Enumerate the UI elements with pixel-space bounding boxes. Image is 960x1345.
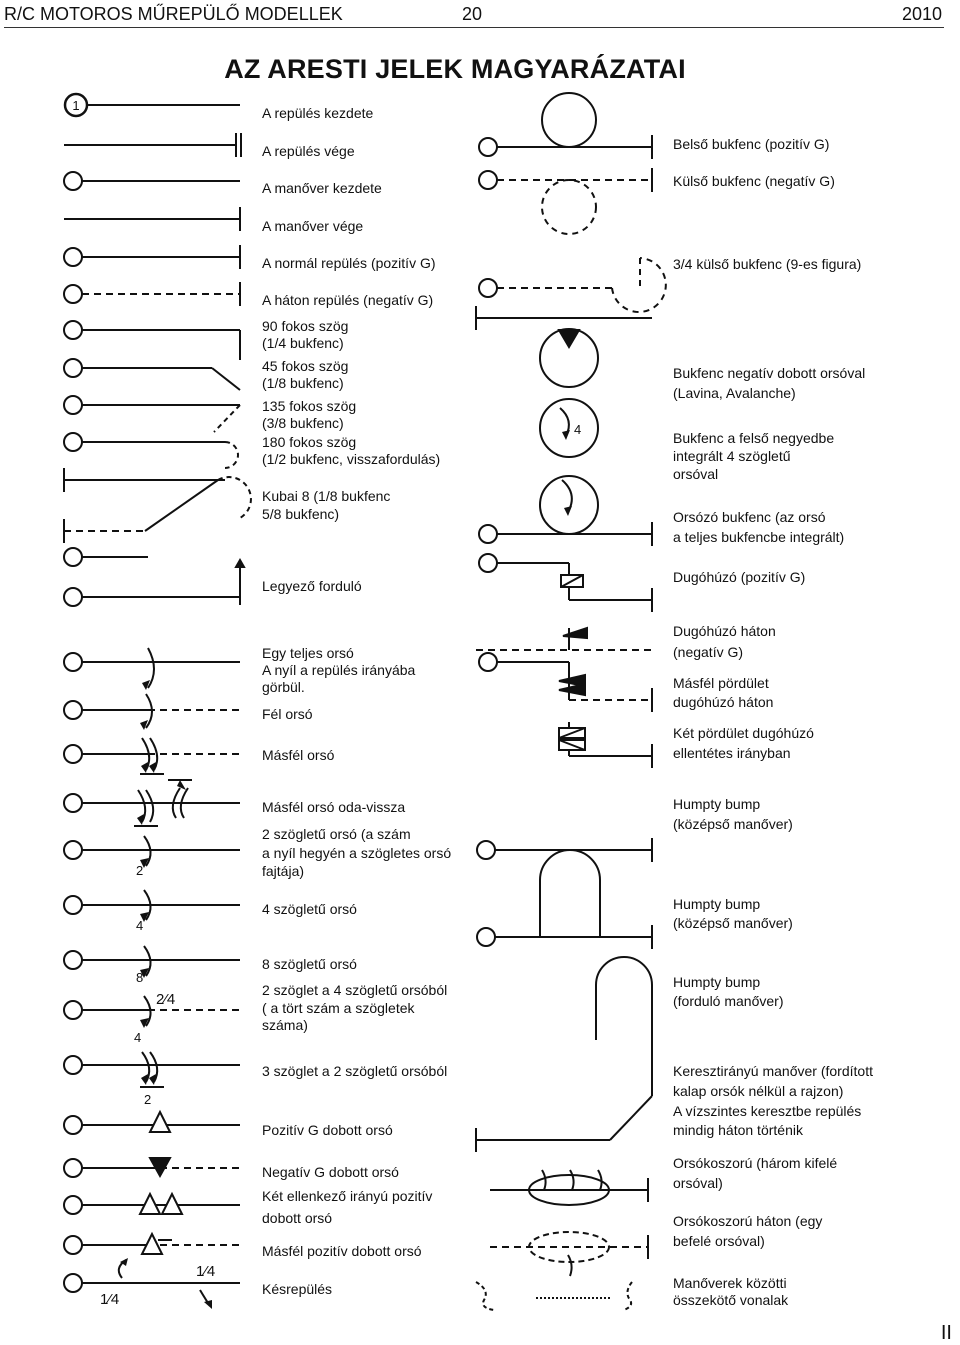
left-label: Két ellenkező irányú pozitív: [262, 1188, 433, 1204]
eight-point-digit: 8: [136, 970, 144, 985]
ninety-degree-symbol: [64, 321, 240, 360]
two-turn-opposite-spin-symbol: [479, 699, 652, 768]
rolling-loop-symbol: [479, 476, 652, 546]
right-label: (forduló manőver): [673, 993, 784, 1009]
right-label: orsóval: [673, 466, 719, 482]
right-label: ellentétes irányban: [673, 745, 791, 761]
left-label: A nyíl a repülés irányába: [262, 662, 416, 678]
left-label: ( a tört szám a szögletek: [262, 1000, 415, 1016]
half-roll-symbol: [64, 694, 240, 730]
left-label: dobott orsó: [262, 1210, 333, 1226]
left-label: Másfél orsó oda-vissza: [262, 799, 406, 815]
outside-loop-symbol: [479, 168, 652, 234]
left-label: Kubai 8 (1/8 bukfenc: [262, 488, 391, 504]
right-label: Keresztirányú manőver (fordított: [673, 1063, 873, 1079]
right-label: (középső manőver): [673, 915, 793, 931]
normal-flight-symbol: [64, 245, 240, 269]
quarter-b-digit: 1⁄4: [100, 1291, 120, 1308]
one-and-half-roll-reverse-symbol: [64, 780, 240, 826]
cuban-eight-symbol: [64, 477, 251, 543]
four-point-digit: 4: [136, 918, 144, 933]
left-label: 3 szöglet a 2 szögletű orsóból: [262, 1063, 448, 1079]
right-label: Külső bukfenc (negatív G): [673, 173, 835, 189]
forty-five-degree-symbol: [64, 359, 240, 390]
three-of-two-roll-symbol: [64, 1052, 240, 1087]
left-label: Másfél pozitív dobott orsó: [262, 1243, 422, 1259]
three-quarter-outside-loop-symbol: [479, 258, 666, 318]
left-label: (1/2 bukfenc, visszafordulás): [262, 451, 441, 467]
left-label: Negatív G dobott orsó: [262, 1164, 399, 1180]
page-mark: II: [940, 1322, 952, 1344]
eight-point-roll-symbol: [64, 946, 240, 978]
right-label: (Lavina, Avalanche): [673, 385, 796, 401]
left-label: Pozitív G dobott orsó: [262, 1122, 393, 1138]
right-label: Bukfenc a felső negyedbe: [673, 430, 835, 446]
right-label: orsóval): [673, 1175, 723, 1191]
right-label: kalap orsók nélkül a rajzon): [673, 1083, 844, 1099]
four-point-roll-symbol: [64, 890, 240, 922]
left-label: A manőver kezdete: [262, 180, 382, 196]
humpty-bump-one-symbol: [477, 830, 652, 862]
roll-arrow-symbol: [64, 648, 240, 690]
right-label: A vízszintes keresztbe repülés: [673, 1103, 862, 1119]
left-label: (1/4 bukfenc): [262, 335, 344, 351]
left-label: 5/8 bukfenc): [262, 506, 340, 522]
left-label: száma): [262, 1017, 308, 1033]
left-label: A repülés vége: [262, 143, 355, 159]
right-label: (középső manőver): [673, 816, 793, 832]
right-label: összekötő vonalak: [673, 1292, 789, 1308]
left-label: (1/8 bukfenc): [262, 375, 344, 391]
start-number-label: 1: [72, 98, 80, 113]
left-label: Fél orsó: [262, 706, 313, 722]
left-label: fajtája): [262, 863, 305, 879]
right-label: Humpty bump: [673, 796, 761, 812]
left-label: 8 szögletű orsó: [262, 956, 357, 972]
right-label: Két pördület dugóhúzó: [673, 725, 814, 741]
full-roll-symbol: [64, 588, 240, 606]
left-label: A normál repülés (pozitív G): [262, 255, 436, 271]
loop-with-four-point-roll-symbol: [540, 399, 598, 457]
inside-loop-symbol: [479, 93, 652, 159]
humpty-bump-two-symbol: [477, 850, 652, 949]
right-label: Orsókoszorú háton (egy: [673, 1213, 823, 1229]
left-label: Egy teljes orsó: [262, 645, 354, 661]
right-label: (negatív G): [673, 644, 744, 660]
maneuver-end-symbol: [64, 207, 240, 231]
negative-snap-roll-symbol: [64, 1158, 240, 1177]
two-of-four-digit: 2⁄4: [156, 991, 176, 1008]
left-label: 180 fokos szög: [262, 434, 357, 450]
left-label: Másfél orsó: [262, 747, 335, 763]
inverted-spin-symbol: [476, 615, 652, 650]
right-label: 3/4 külső bukfenc (9-es figura): [673, 256, 862, 272]
flight-end-symbol: [64, 133, 241, 157]
quarter-a-digit: 1⁄4: [196, 1263, 216, 1280]
right-label: Orsózó bukfenc (az orsó: [673, 509, 826, 525]
left-label: Legyező forduló: [262, 578, 362, 594]
four-again-digit: 4: [134, 1030, 142, 1045]
rolling-circle-symbol: [490, 1170, 648, 1205]
one-and-half-inverted-spin-symbol: [479, 653, 652, 712]
one-and-half-roll-symbol: [64, 738, 240, 774]
right-label: Orsókoszorú (három kifelé: [673, 1155, 838, 1171]
right-label: mindig háton történik: [673, 1122, 803, 1138]
right-label: dugóhúzó háton: [673, 694, 774, 710]
flight-start-symbol: [65, 94, 240, 116]
header-page-number: 20: [462, 4, 483, 24]
right-label: Humpty bump: [673, 896, 761, 912]
right-label: Dugóhúzó (pozitív G): [673, 569, 806, 585]
maneuver-start-symbol: [64, 172, 240, 190]
left-label: 45 fokos szög: [262, 358, 349, 374]
left-label: a nyíl hegyén a szögletes orsó: [262, 845, 452, 861]
right-label: Bukfenc negatív dobott orsóval: [673, 365, 866, 381]
hundred-eighty-degree-symbol: [64, 433, 238, 480]
left-label: 2 szögletű orsó (a szám: [262, 826, 411, 842]
opposite-snap-rolls-symbol: [64, 1194, 240, 1214]
humpty-bump-turn-symbol: [540, 937, 676, 1045]
left-label: görbül.: [262, 679, 305, 695]
loop-roll-digit: 4: [574, 422, 582, 437]
header-title: R/C MOTOROS MŰREPÜLŐ MODELLEK: [4, 4, 343, 24]
two-point-digit: 2: [136, 863, 144, 878]
left-label: 2 szöglet a 4 szögletű orsóból: [262, 982, 448, 998]
one-and-half-snap-roll-symbol: [64, 1234, 240, 1254]
right-label: befelé orsóval): [673, 1233, 765, 1249]
loop-with-negative-snap-symbol: [540, 329, 598, 387]
left-label: Késrepülés: [262, 1281, 333, 1297]
left-label: 4 szögletű orsó: [262, 901, 357, 917]
two-point-roll-symbol: [64, 836, 240, 868]
inverted-flight-symbol: [64, 282, 240, 306]
left-label: A háton repülés (negatív G): [262, 292, 434, 308]
left-label: 90 fokos szög: [262, 318, 349, 334]
two-of-four-roll-symbol: [64, 996, 240, 1028]
right-label: Dugóhúzó háton: [673, 623, 776, 639]
left-label: A manőver vége: [262, 218, 364, 234]
right-label: Belső bukfenc (pozitív G): [673, 136, 830, 152]
left-label: A repülés kezdete: [262, 105, 374, 121]
positive-snap-roll-symbol: [64, 1112, 240, 1134]
right-label: Másfél pördület: [673, 675, 769, 691]
spin-positive-symbol: [479, 554, 652, 612]
inverted-rolling-circle-symbol: [490, 1232, 648, 1276]
two-again-digit: 2: [144, 1092, 152, 1107]
right-label: Humpty bump: [673, 974, 761, 990]
hundred-thirty-five-degree-symbol: [64, 396, 240, 432]
right-label: a teljes bukfencbe integrált): [673, 529, 845, 545]
right-label: Manőverek közötti: [673, 1275, 787, 1291]
page-title: AZ ARESTI JELEK MAGYARÁZATAI: [224, 54, 686, 84]
left-label: 135 fokos szög: [262, 398, 357, 414]
right-label: integrált 4 szögletű: [673, 448, 791, 464]
cross-maneuver-symbol: [476, 1040, 652, 1152]
left-label: (3/8 bukfenc): [262, 415, 344, 431]
reversal-line-symbol: [64, 468, 225, 492]
header-year: 2010: [902, 4, 943, 24]
connecting-lines-symbol: [476, 1282, 632, 1310]
